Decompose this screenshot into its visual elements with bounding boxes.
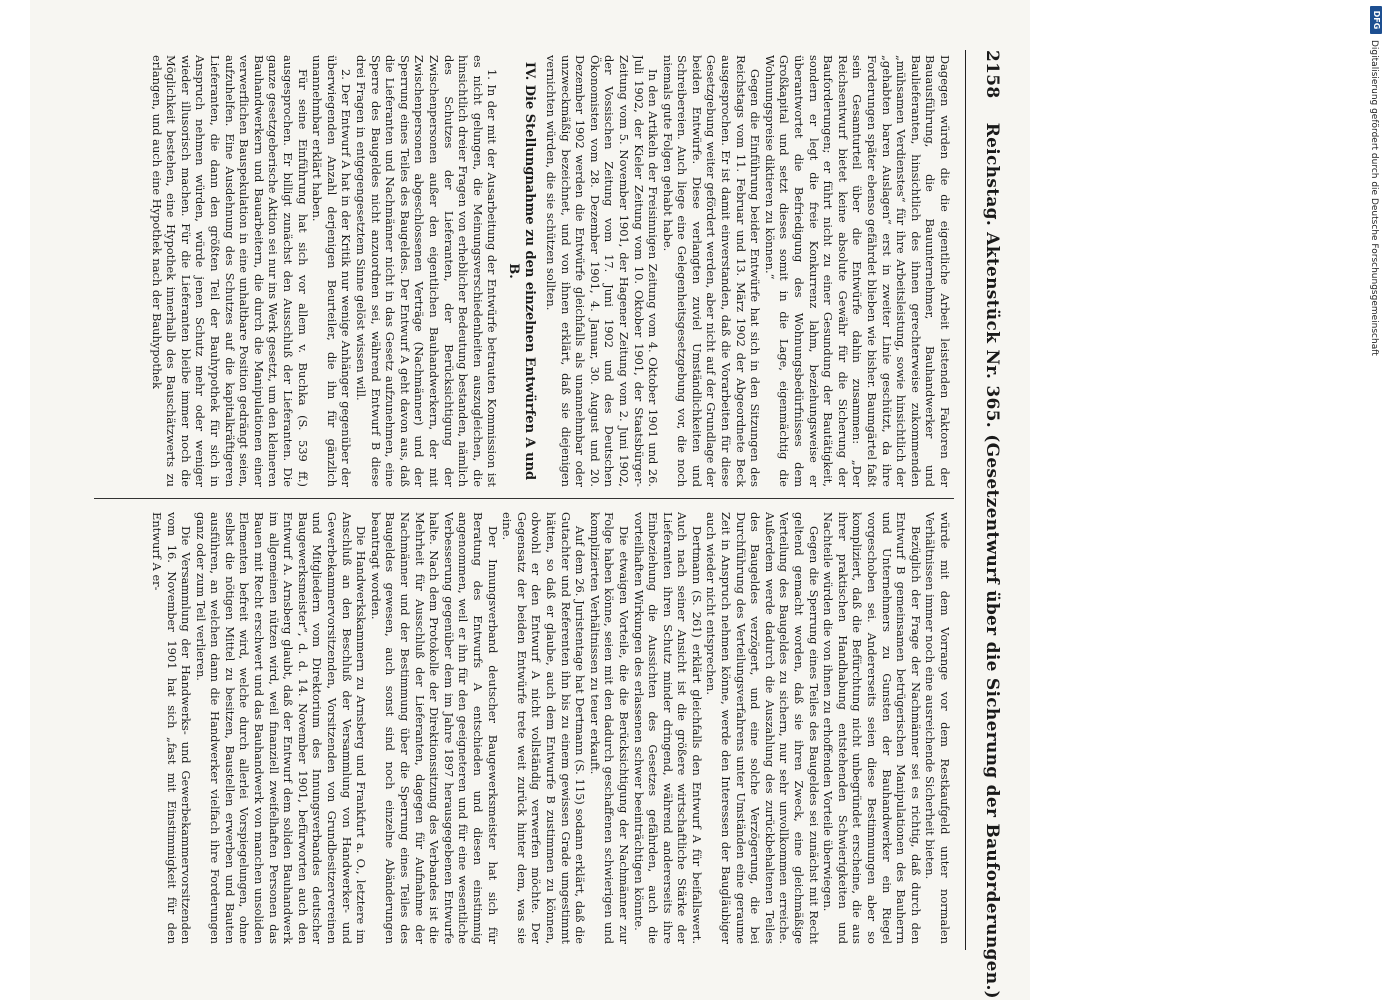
paragraph: 2. Der Entwurf A hat in der Kritik nur wenige Anhänger gegenüber der überwiegenden Anzahl derjenigen Beurteiler, die ihn für gänzlich unannehmbar erklärt haben. [310, 55, 354, 487]
header-rule [965, 50, 966, 950]
paragraph: In den Artikeln der Freisinnigen Zeitung vom 4. Oktober 1901 und 26. Juli 1902, der Kieler Zeitung vom 10. Oktober 1901, der Staatsbürger-Zeitung vom 5. November 1901, der Hagener Zeitung vom 2. Juni 1902, der Vossischen Zeitung vom 17. Juni 1902 und des Deutschen Ökonomisten vom 28. Dezember 1901, 4. Januar, 30. August und 20. Dezember 1902 werden die Entwürfe gleichfalls als unannehmbar oder unzweckmäßig bezeichnet, und von ihnen erklärt, daß sie diejenigen vernichten würden, die sie schützen sollten. [543, 55, 661, 487]
paragraph: Auf dem 26. Juristentage hat Dertmann (S. 115) sodann erklärt, daß die Gutachter und Referenten ihn bis zu einem gewissen Grade umgestimmt hätten, so daß er glaube, auch dem Entwurfe B zustimmen zu können, obwohl er den Entwurf A nicht vollständig verwerfen möchte. Der Gegensatz der beiden Entwürfe trete weit zurück hinter dem, was sie eine. [500, 512, 588, 944]
paragraph: Die Versammlung der Handwerks- und Gewerbekammervorsitzenden vom 16. November 1901 hat sich „fast mit Einstimmigkeit für den Entwurf A er- [149, 512, 194, 944]
paragraph: Die Handwerkskammern zu Arnsberg und Frankfurt a. O., letztere im Anschluß an den Beschluß der Versammlung von Handwerker- und Gewerbekammervorsitzenden, Vorsitzenden von Grundbesitzervereinen und Mitgliedern vom Direktorium des Innungsverbandes deutscher Baugewerksmeister“, d. d. 14. November 1901, befürworten auch den Entwurf A. Arnsberg glaubt, daß der Entwurf dem soliden Bauhandwerk im allgemeinen nützen wird, weil finanziell zweifelhaften Personen das Bauen mit Recht erschwert und das Bauhandwerk von manchen unsoliden Elementen befreit wird, welche durch allerlei Vorspiegelungen, ohne selbst die nötigen Mittel zu besitzen, Baustellen erwerben und Bauten ausführen, an welchen dann die Handwerker vielfach ihre Forderungen ganz oder zum Teil verlieren. [193, 512, 369, 944]
digitization-note [1368, 40, 1382, 980]
digitization-note-text: Digitalisierung gefördert durch die Deutsche Forschungsgemeinschaft [1369, 40, 1379, 356]
paragraph: Gegen die Einführung beider Entwürfe hat sich in den Sitzungen des Reichstags vom 11. Februar und 13. März 1902 der Abgeordnete Beck ausgesprochen. Er ist damit einverstanden, daß die Vorarbeiten für diese Gesetzgebung weiter gefördert werden, aber nicht auf der Grundlage der beiden Entwürfe. Diese verlangten zuviel Umständlichkeiten und Schreibereien. Auch liege eine Gelegenheitsgesetzgebung vor, die noch niemals gute Folgen gehabt habe. [660, 55, 763, 487]
page-title: Reichstag. Aktenstück Nr. 365. (Gesetzentwurf über die Sicherung der Bauforderungen.) [982, 122, 1002, 1000]
paragraph: würde mit dem Vorrange vor dem Restkaufgeld unter normalen Verhältnissen immer noch eine ausreichende Sicherheit bieten. [923, 512, 952, 944]
paragraph: 1. In der mit der Ausarbeitung der Entwürfe betrauten Kommission ist es nicht gelungen, die Meinungsverschiedenheiten auszugleichen, die hinsichtlich dreier Fragen von erheblicher Bedeutung bestanden, nämlich des Schutzes der Lieferanten, der Berücksichtigung der Zwischenpersonen außer den eigentlichen Bauhandwerkern, der mit Zwischenpersonen abgeschlossenen Verträge (Nachmänner) und der Sperrung eines Teiles des Baugeldes. Der Entwurf A geht davon aus, daß die Lieferanten und Nachmänner nicht in das Gesetz aufzunehmen, eine Sperre des Baugeldes nicht anzuordnen sei, während Entwurf B diese drei Fragen in entgegengesetztem Sinne gelöst wissen will. [354, 55, 500, 487]
section-heading: IV. Die Stellungnahme zu den einzelnen Entwürfen A und B. [506, 61, 538, 481]
paragraph: Der Innungsverband deutscher Baugewerksmeister hat sich für Beratung des Entwurfs A entschieden und diesen einstimmig angenommen, weil er ihn für den geeigneteren und für eine wesentliche Verbesserung gegenüber dem im Jahre 1897 herausgegebenen Entwurfe halte. Nach dem Protokolle der Direktionssitzung des Verbandes ist die Mehrheit für Ausschluß der Lieferanten, dagegen für Aufnahme der Nachmänner und der Bestimmung über die Sperrung eines Teiles des Baugeldes gewesen, auch sonst sind noch einzelne Abänderungen beantragt worden. [368, 512, 500, 944]
column-divider [94, 498, 954, 499]
rotated-page-content [30, 0, 1030, 1000]
paragraph: Bezüglich der Frage der Nachmänner sei es richtig, daß durch den Entwurf B gemeinsamen betrügerischen Manipulationen des Bauherrn und Unternehmers zu Gunsten der Bauhandwerker ein Riegel vorgeschoben sei. Andererseits seien diese Bestimmungen aber so kompliziert, daß die Befürchtung nicht unbegründet erscheine, die aus ihrer praktischen Handhabung entstehenden Schwierigkeiten und Nachteile würden die von ihnen zu erhoffenden Vorteile überwiegen. [821, 512, 923, 944]
paragraph: Für seine Einführung hat sich vor allem v. Buchka (S. 539 ff.) ausgesprochen. Er billigt zunächst den Ausschluß der Lieferanten. Die ganze gesetzgeberische Aktion sei nur ins Werk gesetzt, um den kleineren Bauhandwerkern und Bauarbeitern, die durch die Manipulationen einer verwerflichen Bauspekulation in eine unhaltbare Position gedrängt seien, aufzuhelfen. Eine Ausdehnung des Schutzes auf die kapitalkräftigeren Lieferanten, die dann den größten Teil der Bauhypothek für sich in Anspruch nehmen würden, würde jenen Schutz mehr oder weniger wieder illusorisch machen. Für die Lieferanten bleibe immer noch die Möglichkeit bestehen, eine Hypothek innerhalb des Bauschätzwerts zu erlangen, und auch eine Hypothek nach der Bauhypothek [149, 55, 310, 487]
scanned-page [30, 0, 1030, 1000]
right-column [92, 512, 952, 944]
page-number: 2158 [982, 50, 1002, 99]
dfg-logo-text: DFG [1372, 10, 1381, 30]
dfg-logo [1370, 6, 1382, 34]
paragraph: Dertmann (S. 261) erklärt gleichfalls den Entwurf A für beifallswert. Auch nach seiner Ansicht ist die größere wirtschaftliche Stärke der Lieferanten ihren Schutz minder dringend, während andererseits ihre Einbeziehung die Aussichten des Gesetzes gefährden, auch die vorteilhaften Wirkungen des erlassenen schwer beeinträchtigen könnte. [631, 512, 704, 944]
left-column [92, 55, 952, 487]
paragraph: Gegen die Sperrung eines Teiles des Baugeldes sei zunächst mit Recht geltend gemacht worden, daß sie ihren Zweck, eine gleichmäßige Verteilung des Baugeldes zu sichern, nur sehr unvollkommen erreiche. Außerdem werde dadurch die Auszahlung des zurückbehaltenen Teiles des Baugeldes verzögert, und eine solche Verzögerung, die bei Durchführung des Verteilungsverfahrens unter Umständen eine geraume Zeit in Anspruch nehmen könne, werde den Interessen der Baugläubiger auch wieder nicht entsprechen. [704, 512, 821, 944]
paragraph: Dagegen würden die die eigentliche Arbeit leistenden Faktoren der Bauausführung, die Bauunternehmer, Bauhandwerker und Baulieferanten, hinsichtlich des ihnen gerechterweise zukommenden „mühsamen Verdienstes“ für ihre Arbeitsleistung, sowie hinsichtlich der „gehabten baren Auslagen“ erst in zweiter Linie geschützt, da ihre Forderungen später ebenso gefährdet blieben wie bisher. Baumgärtel faßt sein Gesamturteil über die Entwürfe dahin zusammen: „Der Reichsentwurf bietet keine absolute Gewähr für die Sicherung der Bauforderungen; er führt nicht zu einer Gesundung der Bautätigkeit, sondern er legt die freie Konkurrenz lahm, beziehungsweise er überantwortet die Befriedigung des Wohnungsbedürfnisses dem Großkapital und setzt dieses somit in die Lage, eigenmächtig die Wohnungspreise diktieren zu können.“ [762, 55, 952, 487]
page-header [968, 50, 1002, 1000]
paragraph: Die etwaigen Vorteile, die die Berücksichtigung der Nachmänner zur Folge haben könne, seien mit den dadurch geschaffenen schwierigen und komplizierten Verhältnissen zu teuer erkauft. [587, 512, 631, 944]
